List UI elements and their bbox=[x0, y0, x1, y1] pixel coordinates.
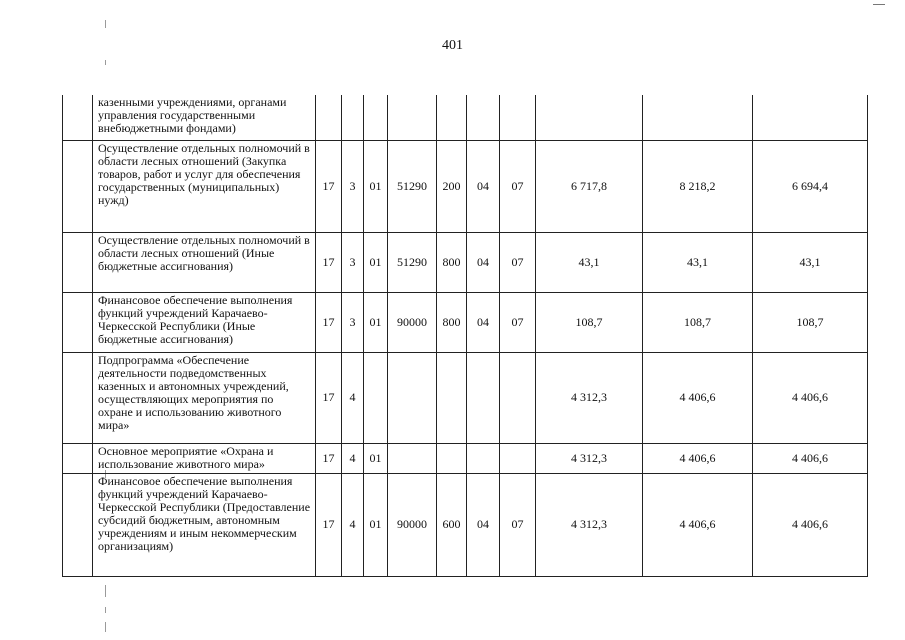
item-name-cell: Подпрограмма «Обеспечение деятельности подведомственных казенных и автономных учреждений, осуществляющих мероприятия по охране и использованию животного мира» bbox=[93, 352, 316, 443]
amount-year1-cell: 4 312,3 bbox=[536, 443, 643, 473]
spacer-cell bbox=[63, 95, 93, 140]
code-section-cell: 04 bbox=[467, 232, 500, 292]
code-subsection-cell: 07 bbox=[500, 232, 536, 292]
spacer-cell bbox=[63, 473, 93, 576]
code-section-cell bbox=[467, 95, 500, 140]
code-direction-cell: 51290 bbox=[388, 140, 437, 232]
code-activity-cell bbox=[364, 95, 388, 140]
code-subsection-cell bbox=[500, 95, 536, 140]
code-subsection-cell: 07 bbox=[500, 292, 536, 352]
code-expense-type-cell: 600 bbox=[437, 473, 467, 576]
amount-year1-cell: 4 312,3 bbox=[536, 473, 643, 576]
code-subsection-cell: 07 bbox=[500, 140, 536, 232]
table-row bbox=[63, 232, 868, 292]
scan-corner-mark bbox=[873, 4, 885, 5]
item-name-cell: Осуществление отдельных полномочий в области лесных отношений (Закупка товаров, работ и услуг для обеспечения государственных (муниципальных) нужд) bbox=[93, 140, 316, 232]
code-expense-type-cell bbox=[437, 95, 467, 140]
code-subsection-cell: 07 bbox=[500, 473, 536, 576]
table-row bbox=[63, 352, 868, 443]
spacer-cell bbox=[63, 292, 93, 352]
amount-year1-cell: 6 717,8 bbox=[536, 140, 643, 232]
code-subsection-cell bbox=[500, 443, 536, 473]
amount-year2-cell: 4 406,6 bbox=[643, 473, 753, 576]
amount-year1-cell bbox=[536, 95, 643, 140]
item-name-cell: казенными учреждениями, органами управления государственными внебюджетными фондами) bbox=[93, 95, 316, 140]
amount-year3-cell: 4 406,6 bbox=[753, 473, 868, 576]
code-ministry-cell: 17 bbox=[316, 140, 342, 232]
amount-year3-cell: 4 406,6 bbox=[753, 352, 868, 443]
code-direction-cell bbox=[388, 443, 437, 473]
amount-year3-cell bbox=[753, 95, 868, 140]
table-row bbox=[63, 473, 868, 576]
code-section-cell: 04 bbox=[467, 292, 500, 352]
table-row bbox=[63, 292, 868, 352]
item-name-cell: Основное мероприятие «Охрана и использование животного мира» bbox=[93, 443, 316, 473]
budget-table bbox=[62, 95, 868, 577]
amount-year2-cell: 8 218,2 bbox=[643, 140, 753, 232]
code-direction-cell bbox=[388, 95, 437, 140]
item-name-cell: Осуществление отдельных полномочий в области лесных отношений (Иные бюджетные ассигнования) bbox=[93, 232, 316, 292]
code-expense-type-cell: 800 bbox=[437, 292, 467, 352]
code-direction-cell: 90000 bbox=[388, 292, 437, 352]
code-expense-type-cell: 200 bbox=[437, 140, 467, 232]
amount-year2-cell bbox=[643, 95, 753, 140]
code-direction-cell bbox=[388, 352, 437, 443]
amount-year2-cell: 43,1 bbox=[643, 232, 753, 292]
code-expense-type-cell: 800 bbox=[437, 232, 467, 292]
code-section-cell: 04 bbox=[467, 140, 500, 232]
code-subprogram-cell: 3 bbox=[342, 140, 364, 232]
code-ministry-cell: 17 bbox=[316, 443, 342, 473]
amount-year2-cell: 4 406,6 bbox=[643, 443, 753, 473]
table-row bbox=[63, 95, 868, 140]
code-subprogram-cell: 3 bbox=[342, 232, 364, 292]
code-activity-cell: 01 bbox=[364, 292, 388, 352]
code-subprogram-cell bbox=[342, 95, 364, 140]
code-section-cell bbox=[467, 352, 500, 443]
table-row bbox=[63, 140, 868, 232]
amount-year2-cell: 4 406,6 bbox=[643, 352, 753, 443]
amount-year1-cell: 108,7 bbox=[536, 292, 643, 352]
amount-year3-cell: 4 406,6 bbox=[753, 443, 868, 473]
amount-year2-cell: 108,7 bbox=[643, 292, 753, 352]
spacer-cell bbox=[63, 443, 93, 473]
code-subprogram-cell: 3 bbox=[342, 292, 364, 352]
code-ministry-cell bbox=[316, 95, 342, 140]
code-activity-cell: 01 bbox=[364, 473, 388, 576]
code-ministry-cell: 17 bbox=[316, 292, 342, 352]
item-name-cell: Финансовое обеспечение выполнения функций учреждений Карачаево-Черкесской Республики (Предоставление субсидий бюджетным, автономным учреждениям и иным некоммерческим организациям) bbox=[93, 473, 316, 576]
table-row bbox=[63, 443, 868, 473]
code-subsection-cell bbox=[500, 352, 536, 443]
code-activity-cell: 01 bbox=[364, 443, 388, 473]
amount-year1-cell: 4 312,3 bbox=[536, 352, 643, 443]
code-ministry-cell: 17 bbox=[316, 473, 342, 576]
code-expense-type-cell bbox=[437, 443, 467, 473]
code-direction-cell: 51290 bbox=[388, 232, 437, 292]
code-subprogram-cell: 4 bbox=[342, 352, 364, 443]
item-name-cell: Финансовое обеспечение выполнения функций учреждений Карачаево-Черкесской Республики (Иные бюджетные ассигнования) bbox=[93, 292, 316, 352]
spacer-cell bbox=[63, 140, 93, 232]
code-section-cell: 04 bbox=[467, 473, 500, 576]
amount-year3-cell: 108,7 bbox=[753, 292, 868, 352]
code-ministry-cell: 17 bbox=[316, 352, 342, 443]
code-activity-cell bbox=[364, 352, 388, 443]
code-subprogram-cell: 4 bbox=[342, 473, 364, 576]
code-subprogram-cell: 4 bbox=[342, 443, 364, 473]
code-direction-cell: 90000 bbox=[388, 473, 437, 576]
amount-year3-cell: 43,1 bbox=[753, 232, 868, 292]
code-section-cell bbox=[467, 443, 500, 473]
page-number: 401 bbox=[442, 38, 463, 53]
code-activity-cell: 01 bbox=[364, 140, 388, 232]
amount-year3-cell: 6 694,4 bbox=[753, 140, 868, 232]
code-activity-cell: 01 bbox=[364, 232, 388, 292]
spacer-cell bbox=[63, 232, 93, 292]
spacer-cell bbox=[63, 352, 93, 443]
amount-year1-cell: 43,1 bbox=[536, 232, 643, 292]
code-ministry-cell: 17 bbox=[316, 232, 342, 292]
code-expense-type-cell bbox=[437, 352, 467, 443]
